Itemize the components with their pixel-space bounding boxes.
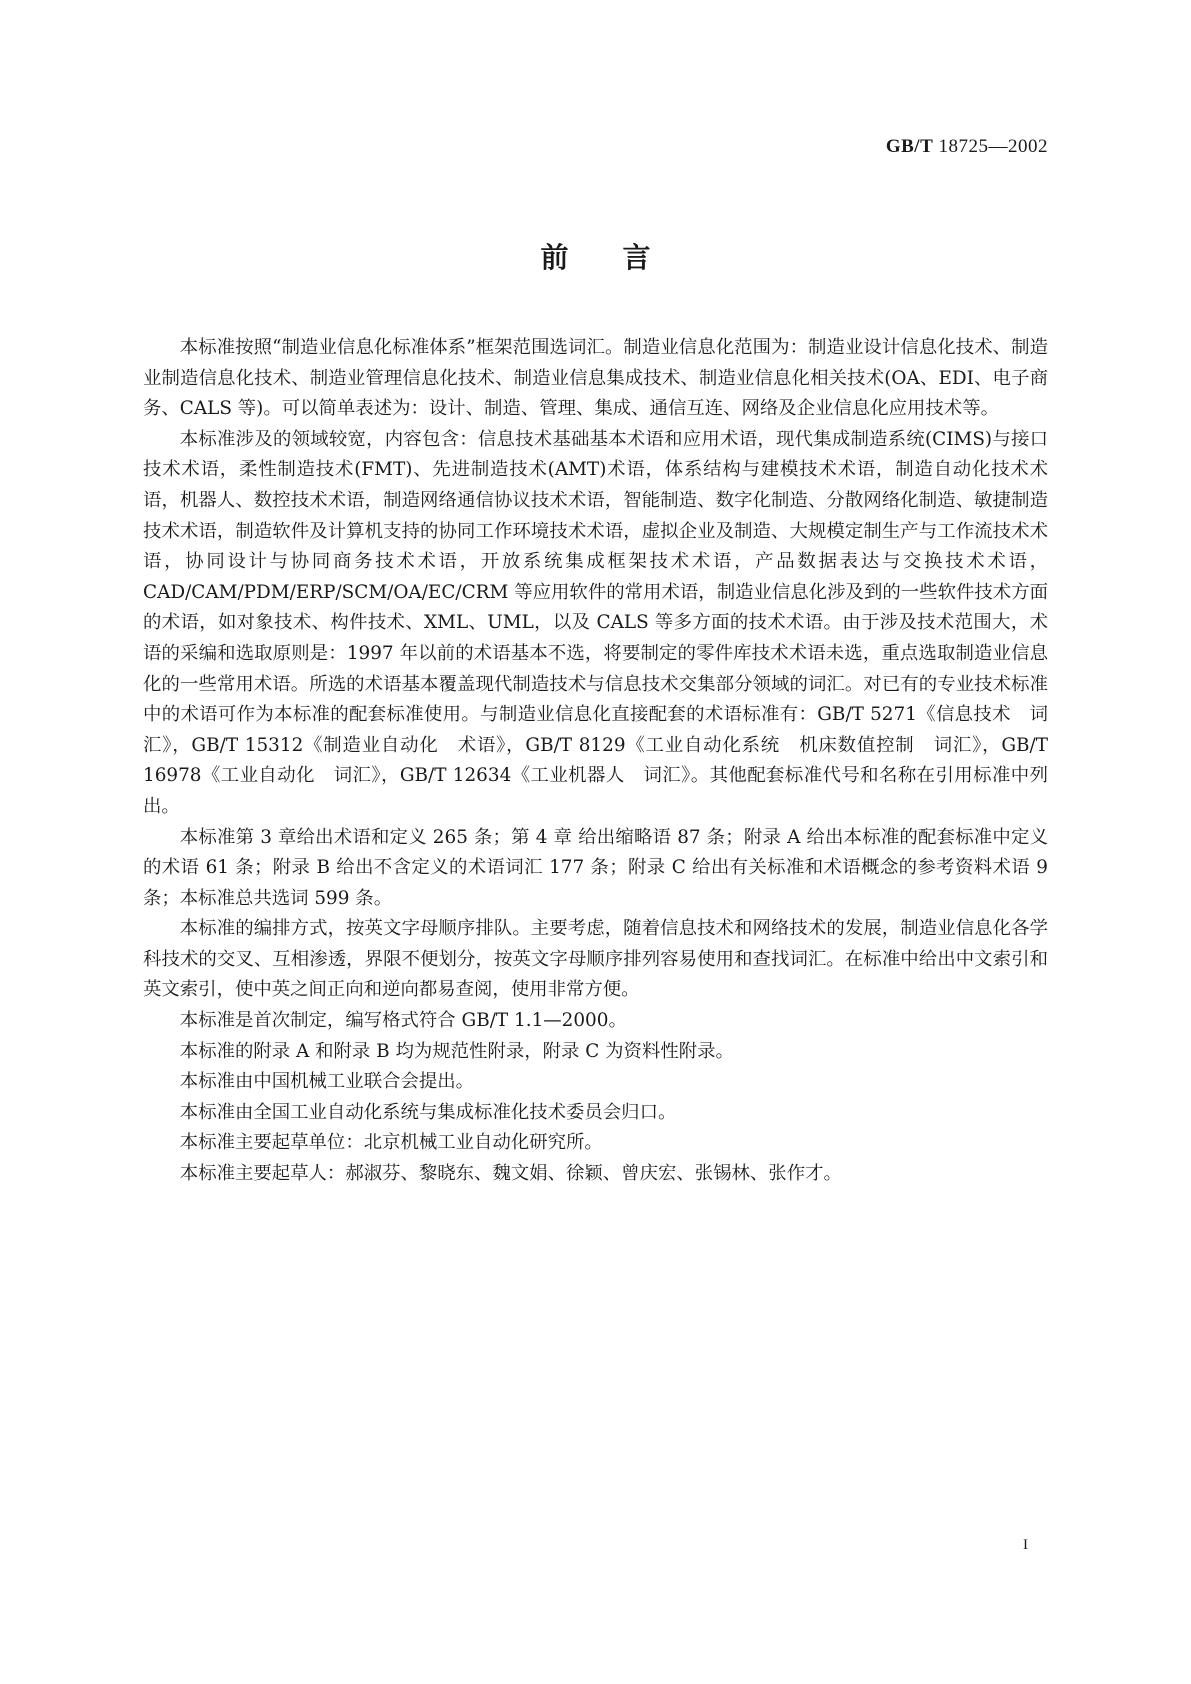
paragraph-drafting-unit: 本标准主要起草单位：北京机械工业自动化研究所。 [179, 1132, 603, 1154]
paragraph-term-counts: 本标准第 3 章给出术语和定义 265 条；第 4 章 给出缩略语 87 条；附录 A 给出本标准的配套标准中定义的术语 61 条；附录 B 给出不含定义的术语词汇 177 条；附录 C 给出有关标准和术语概念的参考资料术语 9 条；本标准总共选词 599 条。 [143, 826, 1048, 909]
paragraph-proposer: 本标准由中国机械工业联合会提出。 [179, 1071, 475, 1093]
standard-code [886, 136, 1048, 158]
page-title: 前言 [540, 241, 705, 274]
paragraph-first-edition: 本标准是首次制定，编写格式符合 GB/T 1.1—2000。 [179, 1010, 627, 1032]
paragraph-annexes: 本标准的附录 A 和附录 B 均为规范性附录，附录 C 为资料性附录。 [179, 1040, 734, 1062]
paragraph-arrangement: 本标准的编排方式，按英文字母顺序排队。主要考虑，随着信息技术和网络技术的发展，制造业信息化各学科技术的交叉、互相渗透，界限不便划分，按英文字母顺序排列容易使用和查找词汇。在标准中给出中文索引和英文索引，使中英之间正向和逆向都易查阅，使用非常方便。 [143, 918, 1048, 1001]
foreword-body [143, 333, 1048, 1190]
paragraph-scope: 本标准按照“制造业信息化标准体系”框架范围选词汇。制造业信息化范围为：制造业设计信息化技术、制造业制造信息化技术、制造业管理信息化技术、制造业信息集成技术、制造业信息化相关技术(OA、EDI、电子商务、CALS 等)。可以简单表述为：设计、制造、管理、集成、通信互连、网络及企业信息化应用技术等。 [143, 337, 1048, 420]
paragraph-drafters: 本标准主要起草人：郝淑芬、黎晓东、魏文娟、徐颖、曾庆宏、张锡林、张作才。 [179, 1163, 842, 1185]
paragraph-committee: 本标准由全国工业自动化系统与集成标准化技术委员会归口。 [179, 1101, 677, 1123]
standard-code-number: 18725—2002 [938, 136, 1048, 157]
paragraph-content: 本标准涉及的领域较宽，内容包含：信息技术基础基本术语和应用术语，现代集成制造系统(CIMS)与接口技术术语，柔性制造技术(FMT)、先进制造技术(AMT)术语，体系结构与建模技术术语，制造自动化技术术语，机器人、数控技术术语，制造网络通信协议技术术语，智能制造、数字化制造、分散网络化制造、敏捷制造技术术语，制造软件及计算机支持的协同工作环境技术术语，虚拟企业及制造、大规模定制生产与工作流技术术语，协同设计与协同商务技术术语，开放系统集成框架技术术语，产品数据表达与交换技术术语，CAD/CAM/PDM/ERP/SCM/OA/EC/CRM 等应用软件的常用术语，制造业信息化涉及到的一些软件技术方面的术语，如对象技术、构件技术、XML、UML，以及 CALS 等多方面的技术术语。由于涉及技术范围大，术语的采编和选取原则是：1997 年以前的术语基本不选，将要制定的零件库技术术语未选，重点选取制造业信息化的一些常用术语。所选的术语基本覆盖现代制造技术与信息技术交集部分领域的词汇。对已有的专业技术标准中的术语可作为本标准的配套标准使用。与制造业信息化直接配套的术语标准有：GB/T 5271《信息技术 词汇》，GB/T 15312《制造业自动化 术语》，GB/T 8129《工业自动化系统 机床数值控制 词汇》，GB/T 16978《工业自动化 词汇》，GB/T 12634《工业机器人 词汇》。其他配套标准代号和名称在引用标准中列出。 [143, 428, 1048, 817]
standard-code-prefix: GB/T [885, 136, 934, 157]
page-number: I [1023, 1537, 1028, 1553]
